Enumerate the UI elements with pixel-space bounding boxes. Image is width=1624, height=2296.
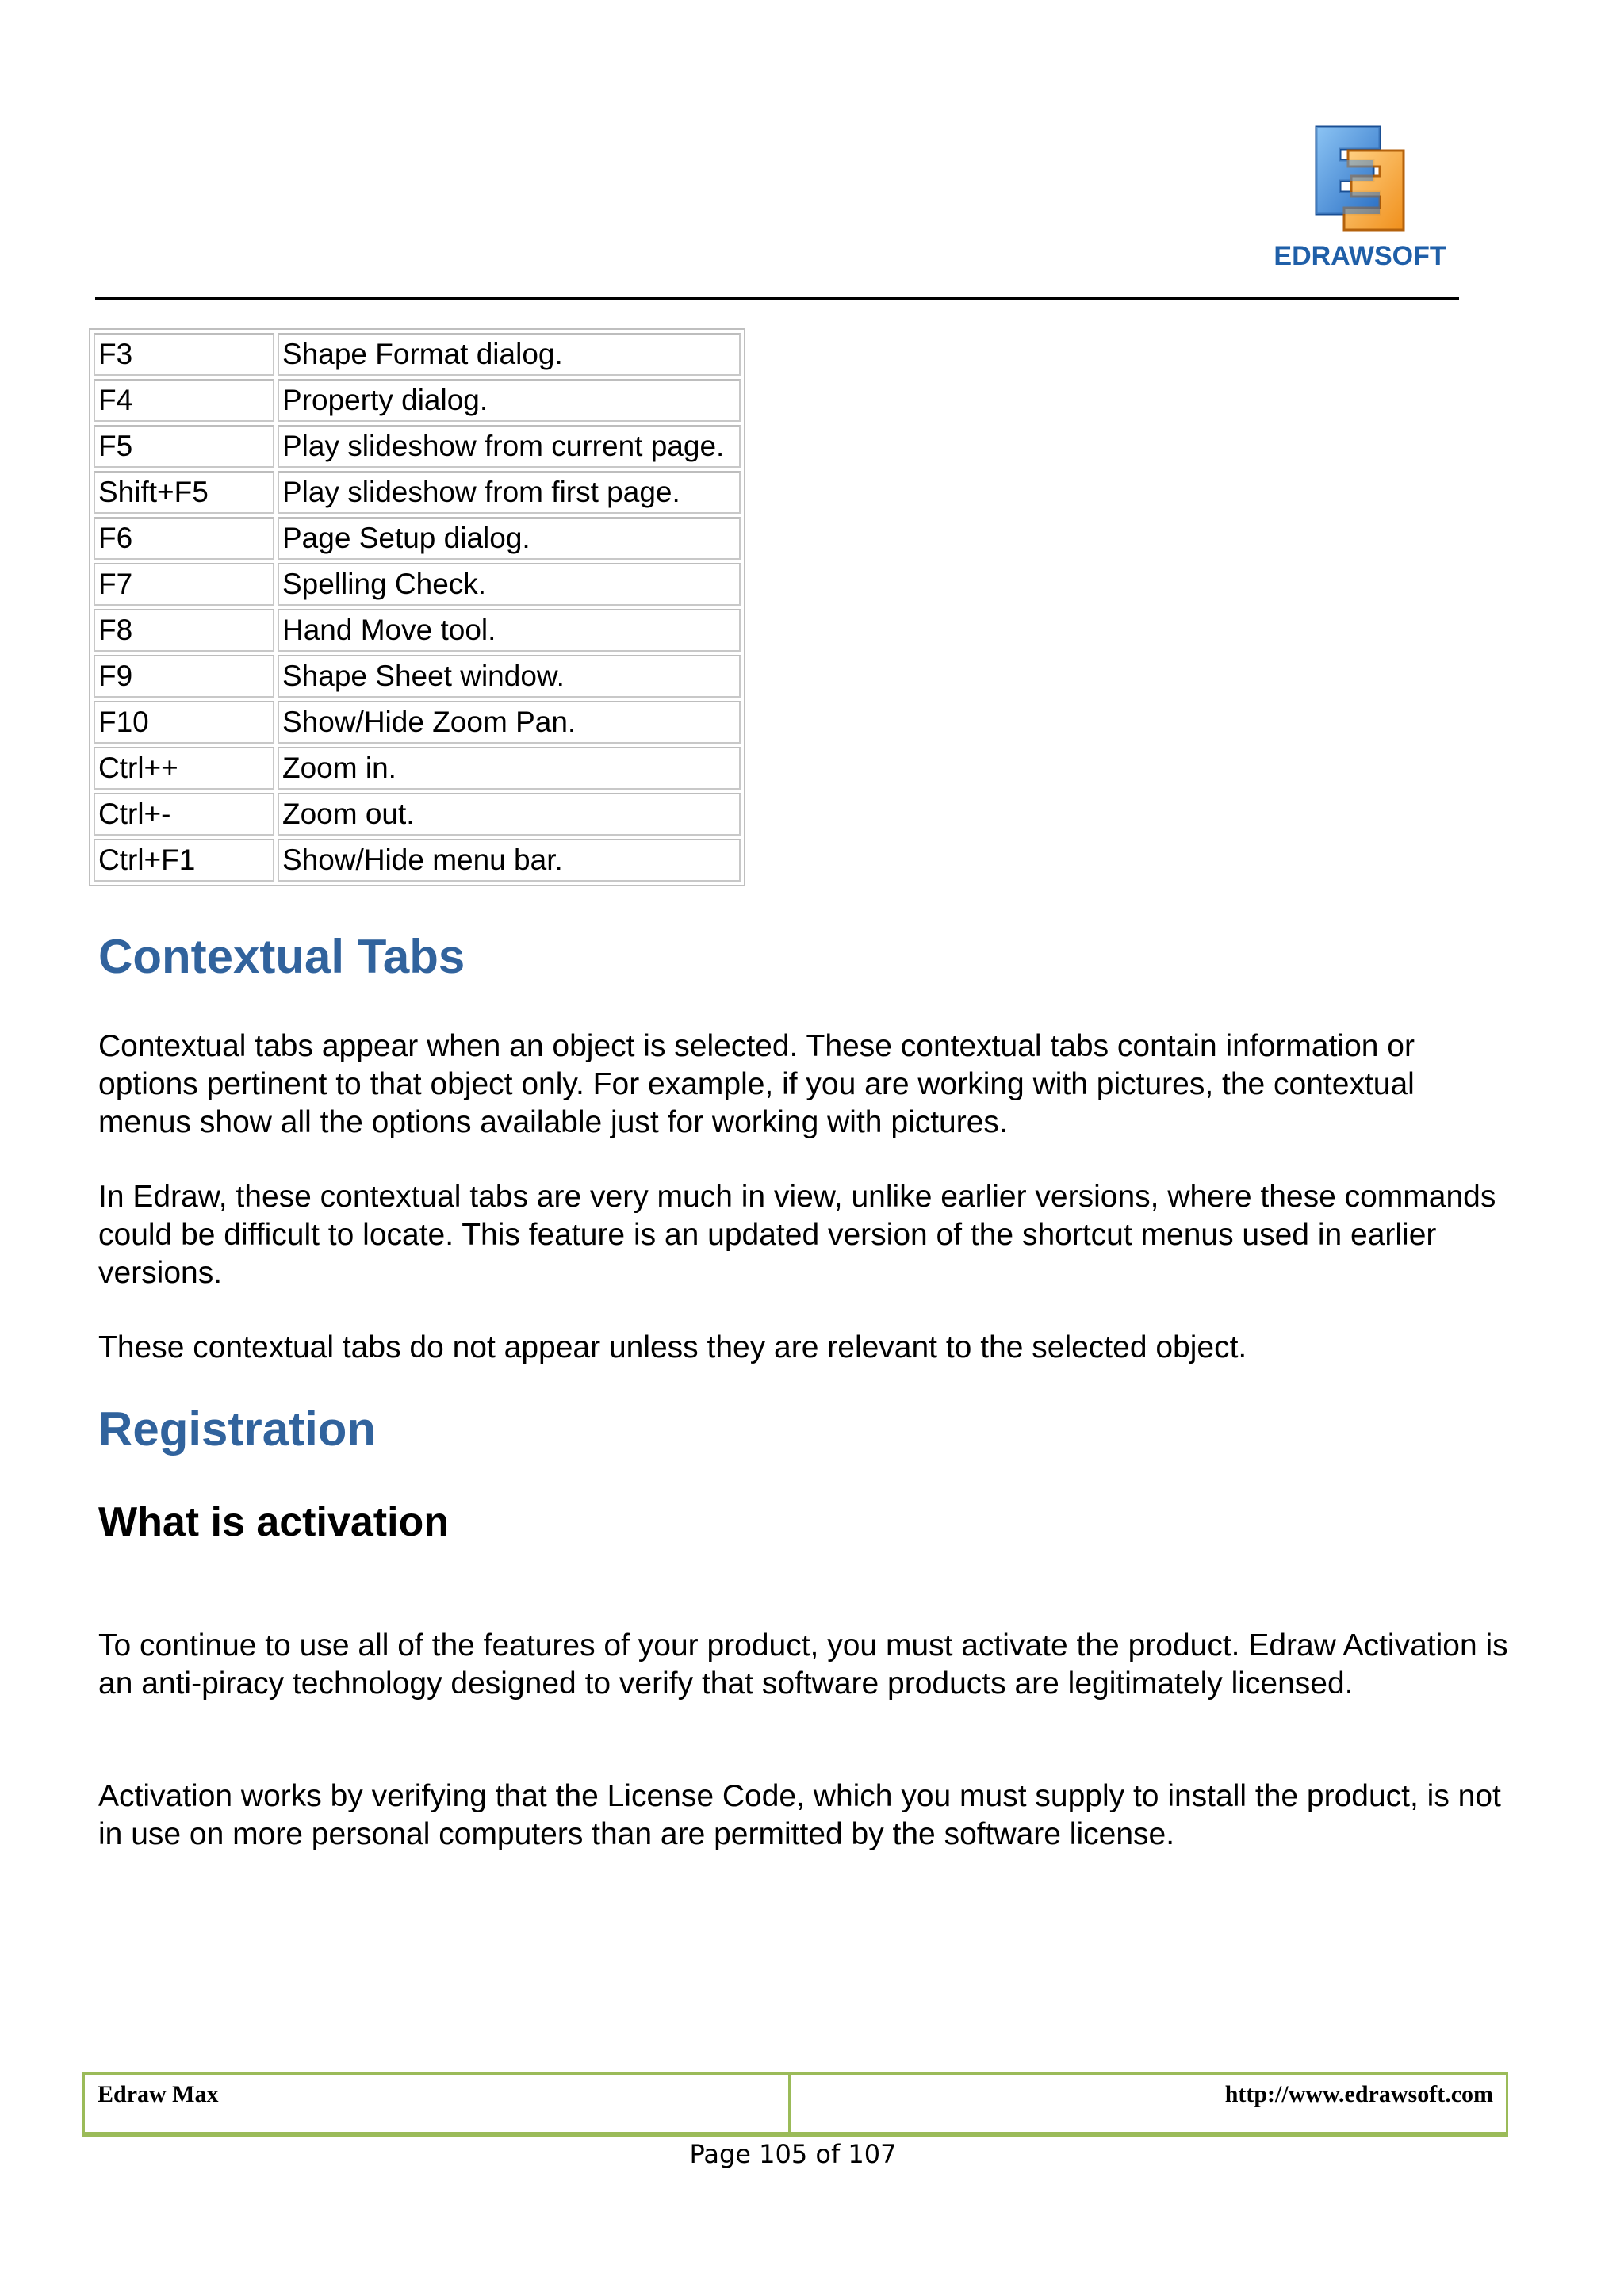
table-row <box>94 425 741 468</box>
footer-product-name: Edraw Max <box>85 2075 791 2132</box>
registration-heading: Registration <box>98 1402 377 1456</box>
shortcut-description: Zoom out. <box>278 793 741 836</box>
shortcut-table <box>89 328 745 886</box>
table-row <box>94 471 741 514</box>
shortcut-description: Spelling Check. <box>278 563 741 606</box>
shortcut-description: Zoom in. <box>278 747 741 790</box>
shortcut-description: Page Setup dialog. <box>278 517 741 560</box>
shortcut-key: Shift+F5 <box>94 471 274 514</box>
shortcut-description: Property dialog. <box>278 379 741 422</box>
shortcut-key: F8 <box>94 609 274 652</box>
shortcut-key: F7 <box>94 563 274 606</box>
activation-subheading: What is activation <box>98 1499 450 1545</box>
shortcut-key: F9 <box>94 655 274 698</box>
table-row <box>94 701 741 744</box>
shortcut-description: Shape Format dialog. <box>278 333 741 376</box>
table-row <box>94 379 741 422</box>
logo-text: EDRAWSOFT <box>1274 241 1446 271</box>
contextual-tabs-heading: Contextual Tabs <box>98 930 465 983</box>
page-number: Page 105 of 107 <box>689 2139 897 2169</box>
table-row <box>94 609 741 652</box>
shortcut-key: Ctrl++ <box>94 747 274 790</box>
table-row <box>94 839 741 882</box>
activation-paragraph-2: Activation works by verifying that the License Code, which you must supply to install the product, is not in use on more personal computers than are permitted by the software license. <box>98 1779 1501 1851</box>
shortcut-description: Play slideshow from current page. <box>278 425 741 468</box>
activation-paragraph-1: To continue to use all of the features of your product, you must activate the product. Edraw Activation is an anti-piracy technology designed to verify that software products are legitimately licensed. <box>98 1628 1508 1701</box>
edrawsoft-logo <box>1269 119 1451 277</box>
table-row <box>94 793 741 836</box>
contextual-paragraph-1: Contextual tabs appear when an object is selected. These contextual tabs contain information or options pertinent to that object only. For example, if you are working with pictures, the contextual menus show all the options available just for working with pictures. <box>98 1029 1415 1139</box>
contextual-paragraph-2: In Edraw, these contextual tabs are very much in view, unlike earlier versions, where these commands could be difficult to locate. This feature is an updated version of the shortcut menus used in earlier versions. <box>98 1180 1496 1290</box>
shortcut-description: Show/Hide menu bar. <box>278 839 741 882</box>
shortcut-description: Show/Hide Zoom Pan. <box>278 701 741 744</box>
footer-box <box>82 2072 1508 2137</box>
table-row <box>94 747 741 790</box>
table-row <box>94 517 741 560</box>
edrawsoft-logo-icon <box>1300 119 1419 238</box>
table-row <box>94 563 741 606</box>
shortcut-key: F10 <box>94 701 274 744</box>
shortcut-description: Hand Move tool. <box>278 609 741 652</box>
shortcut-key: F3 <box>94 333 274 376</box>
shortcut-description: Shape Sheet window. <box>278 655 741 698</box>
shortcut-key: F5 <box>94 425 274 468</box>
table-row <box>94 655 741 698</box>
contextual-paragraph-3: These contextual tabs do not appear unless they are relevant to the selected object. <box>98 1330 1247 1364</box>
shortcut-key: Ctrl+F1 <box>94 839 274 882</box>
shortcut-key: F6 <box>94 517 274 560</box>
shortcut-key: F4 <box>94 379 274 422</box>
shortcut-description: Play slideshow from first page. <box>278 471 741 514</box>
footer-website-link[interactable]: http://www.edrawsoft.com <box>1224 2081 1493 2107</box>
shortcut-key: Ctrl+- <box>94 793 274 836</box>
header-divider <box>95 297 1459 300</box>
table-row <box>94 333 741 376</box>
